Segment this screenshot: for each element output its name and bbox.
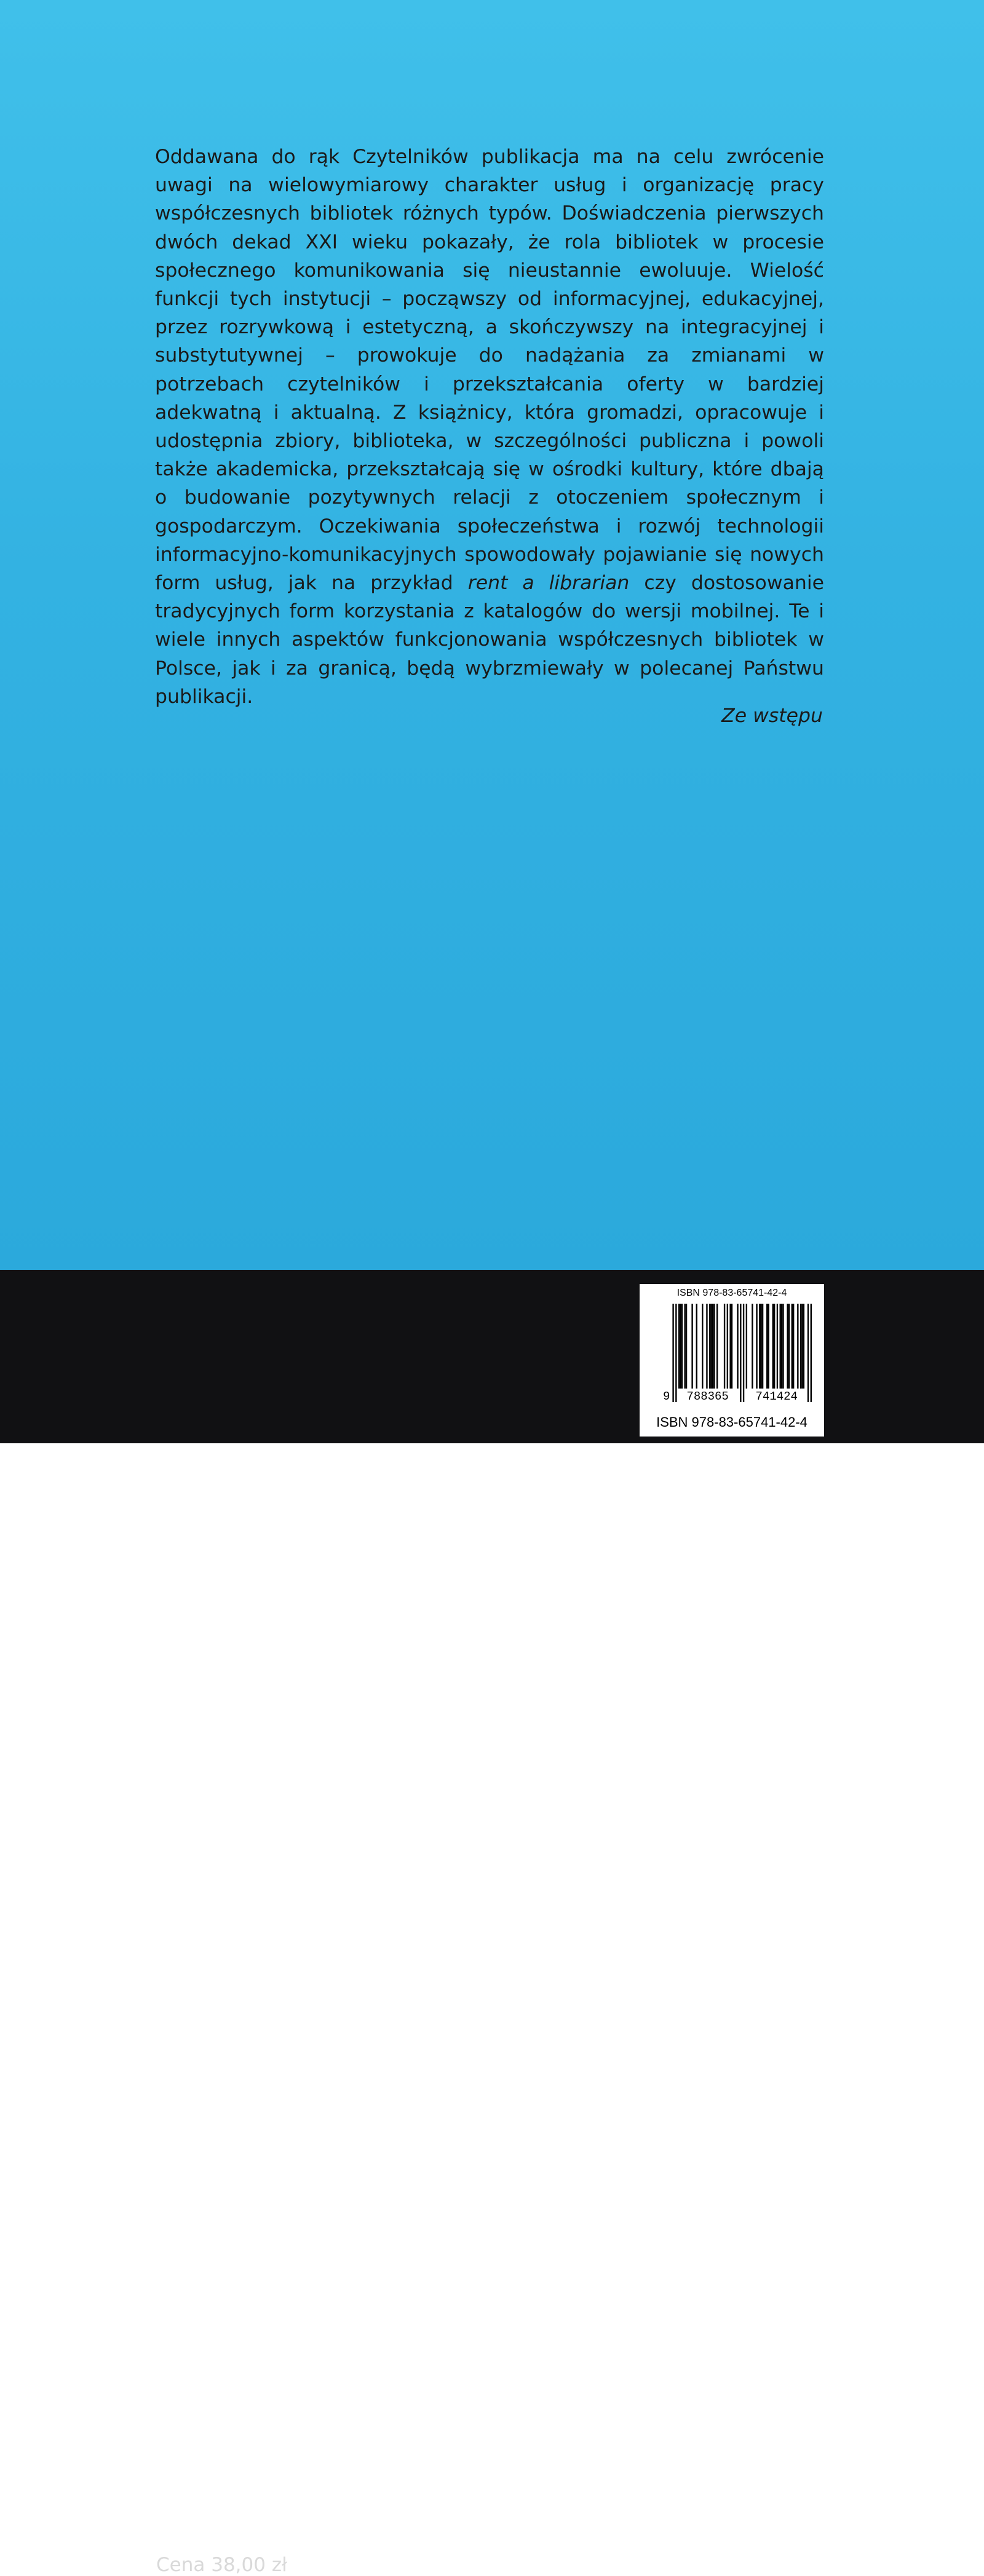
barcode-bar [743, 1304, 744, 1402]
barcode-bar [684, 1304, 685, 1389]
blurb-text [155, 143, 824, 711]
barcode-digit-group: 9 [662, 1390, 670, 1402]
barcode-bar [672, 1304, 673, 1402]
barcode-bar [746, 1304, 747, 1389]
barcode-bar [724, 1304, 725, 1389]
barcode-bar [675, 1304, 676, 1402]
barcode-bar [712, 1304, 713, 1389]
barcode-bar [710, 1304, 712, 1389]
blurb-part-1: Oddawana do rąk Czytelników publikacja ma na celu zwrócenie uwagi na wielowymiarowy charakter usług i organizację pracy współczesnych bibliotek różnych typów. Doświadczenia pierwszych dwóch dekad XXI wieku pokazały, że rola bibliotek w procesie społecznego komunikowania się nieustannie ewoluuje. Wielość funkcji tych instytucji – począwszy od informacyjnej, edukacyjnej, przez rozrywkową i estetyczną, a skończywszy na integracyjnej i substytutywnej – prowokuje do nadążania za zmianami w potrzebach czytelników i przekształcania oferty w bardziej adekwatną i aktualną. Z książnicy, która gromadzi, opracowuje i udostępnia zbiory, biblioteka, w szczególności publiczna i powoli także akademicka, przekształcają się w ośrodki kultury, które dbają o budowanie pozytywnych relacji z otoczeniem społecznym i gospodarczym. Oczekiwania społeczeństwa i rozwój technologii informacyjno-komunikacyjnych spowodowały pojawianie się nowych form usług, jak na przykład [155, 146, 824, 595]
barcode-bar [756, 1304, 757, 1389]
barcode-bar [774, 1304, 775, 1389]
barcode-bar [686, 1304, 687, 1389]
barcode-bar [691, 1304, 692, 1389]
price-label: Cena 38,00 zł [156, 2554, 287, 2576]
barcode-bar [792, 1304, 793, 1389]
barcode-bar [768, 1304, 769, 1389]
signature: Ze wstępu [721, 705, 823, 727]
barcode-bar [788, 1304, 790, 1389]
barcode-bar [807, 1304, 809, 1402]
barcode-bar [702, 1304, 703, 1389]
barcode-icon [652, 1304, 812, 1402]
barcode-bar [737, 1304, 738, 1389]
barcode-bar [782, 1304, 784, 1389]
barcode-bar [761, 1304, 762, 1389]
barcode-bar [801, 1304, 803, 1389]
barcode-bar [797, 1304, 798, 1389]
barcode-bar [762, 1304, 763, 1389]
barcode-bar [729, 1304, 731, 1389]
barcode-bar [793, 1304, 794, 1389]
barcode-bar [696, 1304, 697, 1389]
barcode-bar [731, 1304, 732, 1389]
blurb-italic-phrase: rent a librarian [467, 572, 630, 595]
barcode-bar [680, 1304, 681, 1389]
isbn-bottom-label: ISBN 978-83-65741-42-4 [656, 1414, 807, 1430]
isbn-top-label: ISBN 978-83-65741-42-4 [676, 1288, 787, 1298]
barcode-bar [709, 1304, 710, 1389]
barcode-bar [780, 1304, 781, 1389]
barcode-bar [759, 1304, 760, 1389]
barcode-bar [727, 1304, 728, 1389]
barcode-box [640, 1284, 824, 1437]
barcode-bar [800, 1304, 801, 1389]
barcode-bar [803, 1304, 804, 1389]
barcode-bar [706, 1304, 707, 1389]
bottom-band [0, 1270, 984, 2576]
barcode-bar [787, 1304, 788, 1389]
barcode-bar [713, 1304, 715, 1389]
barcode-bar [740, 1304, 741, 1402]
barcode-bar [752, 1304, 753, 1389]
barcode-digit-group: 788365 [686, 1390, 729, 1402]
barcode-bar [678, 1304, 680, 1389]
barcode-bar [766, 1304, 768, 1389]
barcode-bar [811, 1304, 812, 1402]
barcode-bar [716, 1304, 718, 1389]
barcode-bar [777, 1304, 778, 1389]
back-cover [0, 0, 984, 1270]
barcode-digit-group: 741424 [755, 1390, 798, 1402]
barcode-bar [681, 1304, 683, 1389]
barcode-bar [772, 1304, 774, 1389]
barcode-bar [781, 1304, 782, 1389]
blurb-part-2: czy dostosowanie tradycyjnych form korzystania z katalogów do wersji mobilnej. Te i wiele innych aspektów funkcjonowania współczesnych bibliotek w Polsce, jak i za granicą, będą wybrzmiewały w polecanej Państwu publikacji. [155, 572, 824, 708]
